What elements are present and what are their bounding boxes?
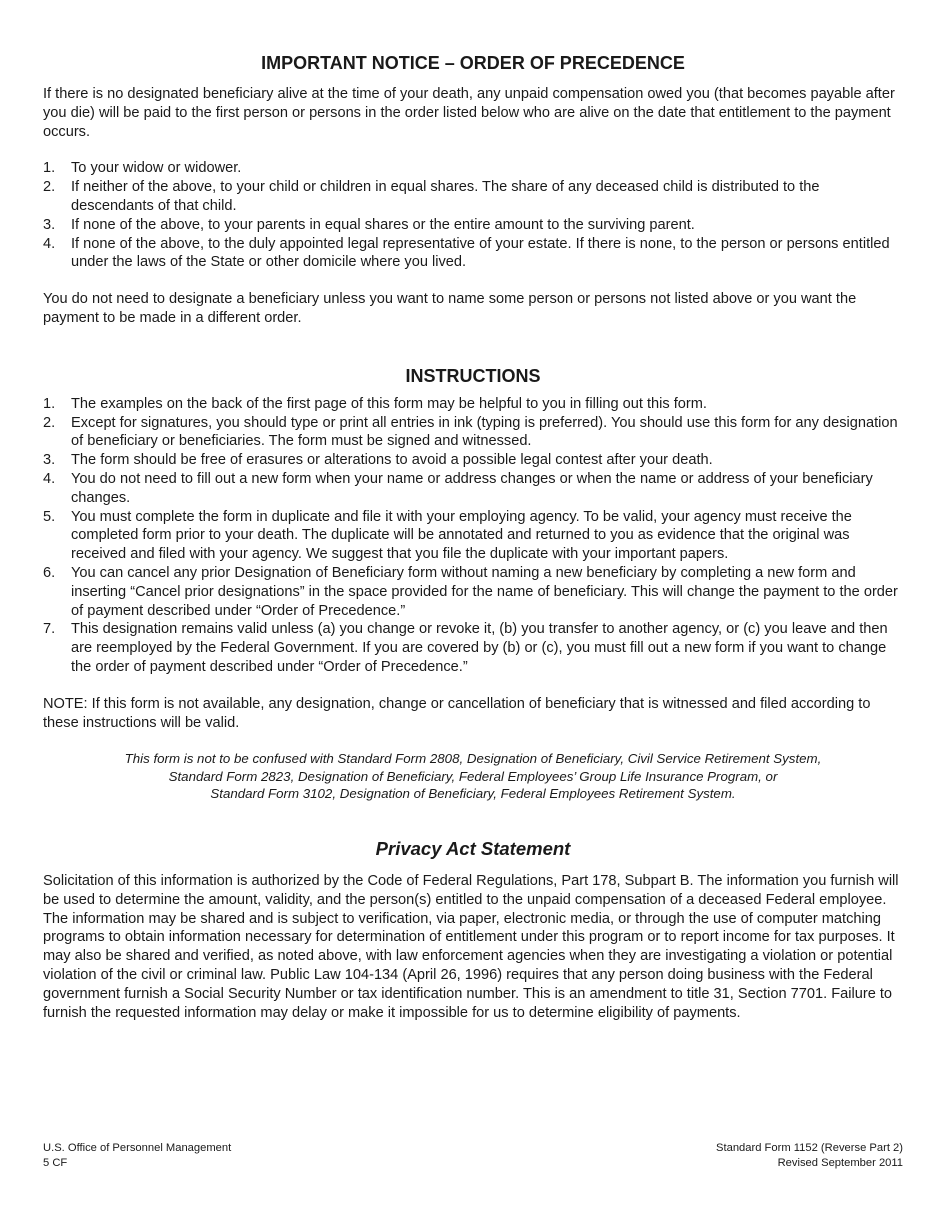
order-of-precedence-title: IMPORTANT NOTICE – ORDER OF PRECEDENCE — [261, 53, 685, 73]
footer-form-number: Standard Form 1152 (Reverse Part 2) — [716, 1142, 903, 1154]
footer-cfr: 5 CF — [43, 1156, 68, 1169]
list-item — [43, 451, 903, 470]
list-item-text: You must complete the form in duplicate and file it with your employing agency. To be valid, your agency must receive the completed form prior to your death. The duplicate will be annotated and returned to you as evidence that the original was received and filed with your agency. We suggest that you file the duplicate with your important papers. — [71, 508, 852, 563]
notice-closing-paragraph: You do not need to designate a beneficiary unless you want to name some person or persons not listed above or you want the payment to be made in a different order. — [43, 291, 857, 326]
document-page — [43, 52, 903, 1022]
disclaimer-line: This form is not to be confused with Standard Form 2808, Designation of Beneficiary, Civil Service Retirement System, — [124, 751, 822, 767]
privacy-act-title: Privacy Act Statement — [375, 837, 571, 859]
list-item — [43, 414, 903, 452]
footer-right — [716, 1141, 903, 1170]
list-item-text: If neither of the above, to your child or children in equal shares. The share of any deceased child is distributed to the descendants of that child. — [71, 179, 820, 214]
instructions-list — [43, 395, 903, 677]
other-forms-disclaimer — [43, 750, 903, 802]
list-item-text: To your widow or widower. — [71, 160, 242, 177]
disclaimer-line: Standard Form 3102, Designation of Beneficiary, Federal Employees Retirement System. — [210, 785, 736, 801]
list-item-number: 7. — [43, 621, 56, 638]
list-item — [43, 470, 903, 508]
list-item — [43, 395, 903, 414]
list-item-number: 5. — [43, 508, 56, 525]
list-item-text: This designation remains valid unless (a) you change or revoke it, (b) you transfer to another agency, or (c) you leave and then are reemployed by the Federal Government. If you are covered by (b) or (c), you must fill out a new form if you want to change the order of payment described under “Order of Precedence.” — [71, 621, 888, 675]
list-item-text: You do not need to fill out a new form when your name or address changes or when the name or address of your beneficiary changes. — [71, 470, 873, 506]
list-item — [43, 620, 903, 676]
precedence-list — [43, 159, 903, 272]
instructions-title: INSTRUCTIONS — [405, 365, 541, 386]
footer-left — [43, 1141, 231, 1170]
list-item — [43, 508, 903, 564]
footer-revised-date: Revised September 2011 — [777, 1156, 903, 1169]
footer-agency: U.S. Office of Personnel Management — [43, 1142, 232, 1154]
list-item-number: 6. — [43, 564, 56, 581]
list-item-text: The examples on the back of the first page of this form may be helpful to you in filling out this form. — [71, 395, 707, 412]
notice-intro-paragraph: If there is no designated beneficiary alive at the time of your death, any unpaid compensation owed you (that becomes payable after you die) will be paid to the first person or persons in the order listed below who are alive on the date that entitlement to the payment occurs. — [43, 86, 895, 140]
list-item-text: You can cancel any prior Designation of Beneficiary form without naming a new beneficiary by completing a new form and inserting “Cancel prior designations” in the space provided for the name of beneficiary. This will change the payment to the order of payment described under “Order of Precedence.” — [71, 564, 898, 619]
list-item-text: Except for signatures, you should type or print all entries in ink (typing is preferred). You should use this form for any designation of beneficiary or beneficiaries. The form must be signed and witnessed. — [71, 414, 898, 450]
list-item — [43, 216, 903, 235]
list-item — [43, 235, 903, 273]
list-item-number: 2. — [43, 414, 56, 431]
list-item-number: 2. — [43, 179, 56, 196]
disclaimer-line: Standard Form 2823, Designation of Beneficiary, Federal Employees’ Group Life Insurance Program, or — [168, 768, 778, 784]
privacy-act-paragraph: Solicitation of this information is authorized by the Code of Federal Regulations, Part 178, Subpart B. The information you furnish will be used to determine the amount, validity, and the person(s) entitled to the unpaid compensation of a deceased Federal employee. The information may be shared and is subject to verification, via paper, electronic media, or through the use of computer matching programs to obtain information necessary for determination of entitlement under this program or to report income for tax purposes. It may also be shared and verified, as noted above, with law enforcement agencies when they are investigating a violation or potential violation of the civil or criminal law. Public Law 104-134 (April 26, 1996) requires that any person doing business with the Federal government furnish a Social Security Number or tax identification number. This is an amendment to title 31, Section 7701. Failure to furnish the requested information may delay or make it impossible for us to determine eligibility of payments. — [43, 872, 899, 1021]
list-item — [43, 178, 903, 216]
list-item-number: 4. — [43, 470, 56, 487]
instructions-note: NOTE: If this form is not available, any designation, change or cancellation of beneficiary that is witnessed and filed according to these instructions will be valid. — [43, 695, 871, 731]
list-item-number: 4. — [43, 235, 56, 252]
list-item — [43, 159, 903, 178]
list-item — [43, 564, 903, 620]
list-item-text: The form should be free of erasures or alterations to avoid a possible legal contest after your death. — [71, 452, 713, 469]
list-item-number: 1. — [43, 395, 56, 412]
list-item-number: 3. — [43, 452, 56, 469]
list-item-text: If none of the above, to your parents in equal shares or the entire amount to the surviving parent. — [71, 216, 695, 233]
list-item-number: 3. — [43, 216, 56, 233]
list-item-text: If none of the above, to the duly appointed legal representative of your estate. If there is none, to the person or persons entitled under the laws of the State or other domicile where you lived. — [71, 235, 890, 271]
list-item-number: 1. — [43, 160, 56, 177]
